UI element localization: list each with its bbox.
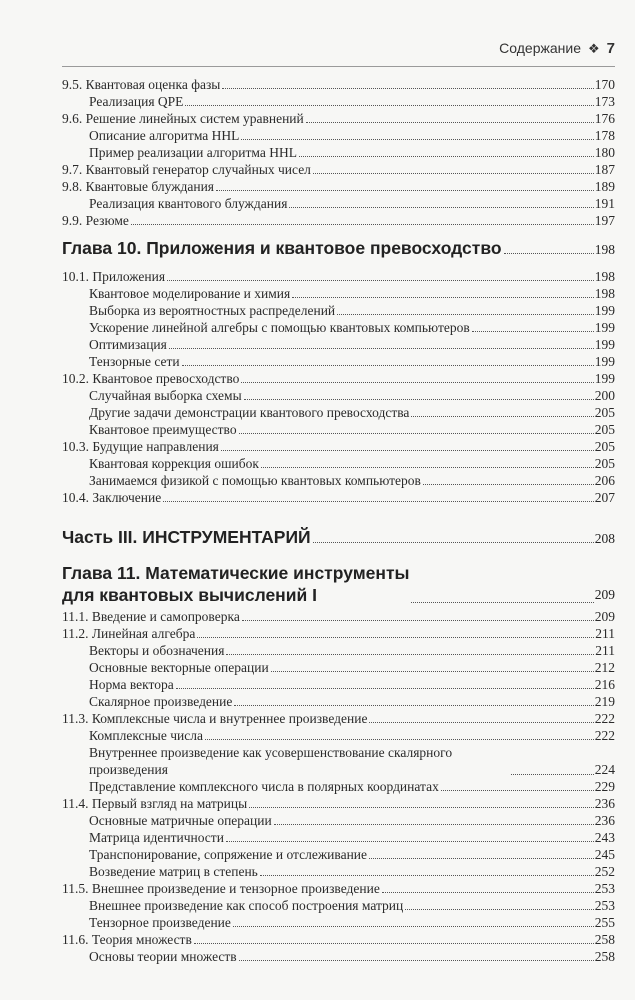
- toc-entry-page: 178: [594, 128, 615, 143]
- toc-entry-title: 10.2. Квантовое превосходство: [62, 371, 240, 386]
- toc-entry: [62, 710, 615, 727]
- toc-entry-page: 187: [594, 162, 615, 177]
- toc-entry: [62, 161, 615, 178]
- toc-entry-page: 253: [594, 898, 615, 913]
- toc-entry-page: 245: [594, 847, 615, 862]
- dot-leader: [239, 960, 594, 961]
- toc-entry-page: 236: [594, 813, 615, 828]
- part-title: Часть III. ИНСТРУМЕНТАРИЙ: [62, 527, 311, 547]
- toc-entry-title: Векторы и обозначения: [89, 643, 225, 658]
- toc-entry-page: 189: [594, 179, 615, 194]
- dot-leader: [244, 399, 594, 400]
- toc-entry: [62, 846, 615, 863]
- toc-entry-title: Оптимизация: [89, 337, 167, 352]
- toc-entry-title: 10.1. Приложения: [62, 269, 166, 284]
- toc-entry-title: Основные векторные операции: [89, 660, 269, 675]
- toc-entry-page: 258: [594, 932, 615, 947]
- toc-entry-title: 11.5. Внешнее произведение и тензорное произведение: [62, 881, 380, 896]
- toc-entry-title: Другие задачи демонстрации квантового превосходства: [89, 405, 410, 420]
- toc-entry: [62, 404, 615, 421]
- part-page: 208: [594, 531, 615, 546]
- toc-entry-page: 255: [594, 915, 615, 930]
- toc-entry-page: 198: [594, 286, 615, 301]
- toc-entry-page: 211: [595, 626, 615, 641]
- toc-entry-page: 180: [594, 145, 615, 160]
- chapter-page: 209: [594, 587, 615, 602]
- toc-entry-title: 10.3. Будущие направления: [62, 439, 219, 454]
- dot-leader: [441, 790, 594, 791]
- dot-leader: [221, 450, 594, 451]
- toc-entry: [62, 693, 615, 710]
- toc-entry-title: Реализация квантового блуждания: [89, 196, 288, 211]
- dot-leader: [205, 739, 594, 740]
- toc-entry: [62, 285, 615, 302]
- toc-entry-title: Норма вектора: [89, 677, 174, 692]
- toc-entry-page: 199: [594, 337, 615, 352]
- toc-entry-title: Возведение матриц в степень: [89, 864, 258, 879]
- dot-leader: [405, 909, 593, 910]
- toc-entry: [62, 914, 615, 931]
- toc-entry-page: 199: [594, 354, 615, 369]
- toc-entry-page: 199: [594, 303, 615, 318]
- toc-entry-page: 198: [594, 269, 615, 284]
- toc-entry: [62, 212, 615, 229]
- dot-leader: [242, 620, 594, 621]
- chapter-page: 198: [594, 242, 615, 257]
- toc-entry: [62, 625, 615, 642]
- toc-entry: [62, 421, 615, 438]
- dot-leader: [423, 484, 594, 485]
- dot-leader: [226, 654, 594, 655]
- toc-entry-page: 252: [594, 864, 615, 879]
- toc-entry-title: Комплексные числа: [89, 728, 203, 743]
- toc-entry-page: 243: [594, 830, 615, 845]
- toc-entry-title: Транспонирование, сопряжение и отслеживание: [89, 847, 368, 862]
- toc-entry: [62, 93, 615, 110]
- toc-entry-title: Ускорение линейной алгебры с помощью квантовых компьютеров: [89, 320, 470, 335]
- header-rule: [62, 66, 615, 67]
- toc-entry: [62, 744, 615, 778]
- toc-entry-page: 222: [594, 728, 615, 743]
- toc-entry-page: 170: [594, 77, 615, 92]
- dot-leader: [369, 722, 593, 723]
- dot-leader: [176, 688, 594, 689]
- table-of-contents: [62, 76, 615, 965]
- toc-entry: [62, 880, 615, 897]
- toc-entry-title: Внутреннее произведение как усовершенствование скалярного произведения: [89, 745, 453, 777]
- toc-entry-title: Квантовое преимущество: [89, 422, 237, 437]
- dot-leader: [337, 314, 594, 315]
- chapter-title: Глава 11. Математические инструменты для квантовых вычислений I: [62, 563, 410, 605]
- dot-leader: [313, 173, 594, 174]
- toc-entry: [62, 76, 615, 93]
- toc-entry-title: Случайная выборка схемы: [89, 388, 242, 403]
- fleuron-icon: ❖: [588, 41, 600, 56]
- toc-entry-page: 199: [594, 371, 615, 386]
- toc-chapter-heading: [62, 237, 615, 261]
- toc-entry: [62, 472, 615, 489]
- toc-entry-page: 199: [594, 320, 615, 335]
- toc-entry: [62, 353, 615, 370]
- dot-leader: [369, 858, 594, 859]
- toc-entry-page: 205: [594, 439, 615, 454]
- toc-entry-title: 11.3. Комплексные числа и внутреннее произведение: [62, 711, 368, 726]
- toc-entry-title: Описание алгоритма HHL: [89, 128, 240, 143]
- toc-entry: [62, 438, 615, 455]
- dot-leader: [226, 841, 594, 842]
- dot-leader: [169, 348, 594, 349]
- dot-leader: [249, 807, 594, 808]
- toc-entry-title: 11.1. Введение и самопроверка: [62, 609, 240, 624]
- toc-entry-title: 9.6. Решение линейных систем уравнений: [62, 111, 304, 126]
- toc-entry-page: 205: [594, 422, 615, 437]
- toc-entry-title: Представление комплексного числа в полярных координатах: [89, 779, 439, 794]
- dot-leader: [306, 122, 594, 123]
- chapter-title: Глава 10. Приложения и квантовое превосходство: [62, 238, 502, 258]
- dot-leader: [472, 331, 594, 332]
- dot-leader: [313, 542, 594, 543]
- toc-entry: [62, 676, 615, 693]
- header-section-title: Содержание: [499, 40, 581, 56]
- toc-entry-page: 236: [594, 796, 615, 811]
- toc-entry: [62, 795, 615, 812]
- toc-entry: [62, 387, 615, 404]
- toc-entry-title: 11.2. Линейная алгебра: [62, 626, 196, 641]
- toc-entry-title: Реализация QPE: [89, 94, 184, 109]
- toc-entry-page: 176: [594, 111, 615, 126]
- toc-entry-page: 229: [594, 779, 615, 794]
- toc-entry-page: 207: [594, 490, 615, 505]
- toc-entry: [62, 608, 615, 625]
- toc-entry: [62, 455, 615, 472]
- toc-entry-title: Основы теории множеств: [89, 949, 237, 964]
- dot-leader: [241, 139, 593, 140]
- dot-leader: [167, 280, 594, 281]
- toc-entry-title: Выборка из вероятностных распределений: [89, 303, 336, 318]
- toc-entry-page: 222: [594, 711, 615, 726]
- dot-leader: [299, 156, 594, 157]
- dot-leader: [222, 88, 593, 89]
- toc-entry: [62, 931, 615, 948]
- toc-entry: [62, 897, 615, 914]
- toc-entry-page: 253: [594, 881, 615, 896]
- toc-entry-title: 10.4. Заключение: [62, 490, 162, 505]
- dot-leader: [197, 637, 594, 638]
- dot-leader: [382, 892, 594, 893]
- toc-entry: [62, 302, 615, 319]
- toc-chapter-heading: [62, 562, 615, 606]
- dot-leader: [271, 671, 594, 672]
- dot-leader: [233, 926, 594, 927]
- toc-entry: [62, 110, 615, 127]
- dot-leader: [274, 824, 594, 825]
- running-header: [499, 40, 615, 57]
- dot-leader: [411, 416, 593, 417]
- dot-leader: [241, 382, 593, 383]
- dot-leader: [292, 297, 594, 298]
- toc-entry-title: Занимаемся физикой с помощью квантовых компьютеров: [89, 473, 421, 488]
- toc-entry-page: 216: [594, 677, 615, 692]
- toc-entry-title: 11.6. Теория множеств: [62, 932, 192, 947]
- dot-leader: [289, 207, 593, 208]
- toc-entry: [62, 863, 615, 880]
- toc-entry-title: Основные матричные операции: [89, 813, 272, 828]
- toc-entry-page: 200: [594, 388, 615, 403]
- toc-entry-title: 9.9. Резюме: [62, 213, 129, 228]
- toc-entry: [62, 268, 615, 285]
- dot-leader: [182, 365, 594, 366]
- toc-entry-title: Квантовое моделирование и химия: [89, 286, 291, 301]
- toc-entry-title: Пример реализации алгоритма HHL: [89, 145, 297, 160]
- toc-entry: [62, 195, 615, 212]
- toc-entry-title: 9.7. Квантовый генератор случайных чисел: [62, 162, 311, 177]
- dot-leader: [216, 190, 594, 191]
- toc-entry: [62, 370, 615, 387]
- toc-entry-page: 258: [594, 949, 615, 964]
- toc-entry: [62, 319, 615, 336]
- dot-leader: [504, 253, 594, 254]
- dot-leader: [261, 467, 594, 468]
- toc-entry: [62, 948, 615, 965]
- toc-entry-title: 9.8. Квантовые блуждания: [62, 179, 215, 194]
- toc-entry: [62, 659, 615, 676]
- dot-leader: [511, 774, 594, 775]
- dot-leader: [239, 433, 594, 434]
- toc-entry-title: Скалярное произведение: [89, 694, 233, 709]
- toc-entry: [62, 727, 615, 744]
- toc-entry-title: Тензорные сети: [89, 354, 180, 369]
- toc-entry: [62, 812, 615, 829]
- toc-entry-page: 206: [594, 473, 615, 488]
- dot-leader: [163, 501, 594, 502]
- dot-leader: [185, 105, 593, 106]
- toc-entry-title: Матрица идентичности: [89, 830, 224, 845]
- toc-entry-page: 209: [594, 609, 615, 624]
- toc-entry-title: Тензорное произведение: [89, 915, 231, 930]
- toc-entry-title: Внешнее произведение как способ построения матриц: [89, 898, 404, 913]
- toc-entry-page: 205: [594, 456, 615, 471]
- toc-part-heading: [62, 526, 615, 550]
- toc-entry: [62, 144, 615, 161]
- dot-leader: [234, 705, 593, 706]
- toc-entry: [62, 642, 615, 659]
- dot-leader: [194, 943, 594, 944]
- toc-entry: [62, 336, 615, 353]
- toc-entry-page: 211: [595, 643, 615, 658]
- toc-entry-page: 205: [594, 405, 615, 420]
- toc-entry-page: 224: [594, 762, 615, 777]
- toc-entry-page: 191: [594, 196, 615, 211]
- toc-entry: [62, 829, 615, 846]
- dot-leader: [260, 875, 594, 876]
- toc-entry: [62, 127, 615, 144]
- toc-entry-page: 212: [594, 660, 615, 675]
- dot-leader: [411, 602, 593, 603]
- toc-entry: [62, 178, 615, 195]
- dot-leader: [131, 224, 594, 225]
- toc-entry-page: 173: [594, 94, 615, 109]
- page-number: 7: [606, 40, 615, 57]
- toc-entry-title: Квантовая коррекция ошибок: [89, 456, 259, 471]
- toc-entry-page: 197: [594, 213, 615, 228]
- toc-entry-page: 219: [594, 694, 615, 709]
- toc-entry: [62, 489, 615, 506]
- toc-entry-title: 11.4. Первый взгляд на матрицы: [62, 796, 248, 811]
- toc-entry-title: 9.5. Квантовая оценка фазы: [62, 77, 221, 92]
- toc-entry: [62, 778, 615, 795]
